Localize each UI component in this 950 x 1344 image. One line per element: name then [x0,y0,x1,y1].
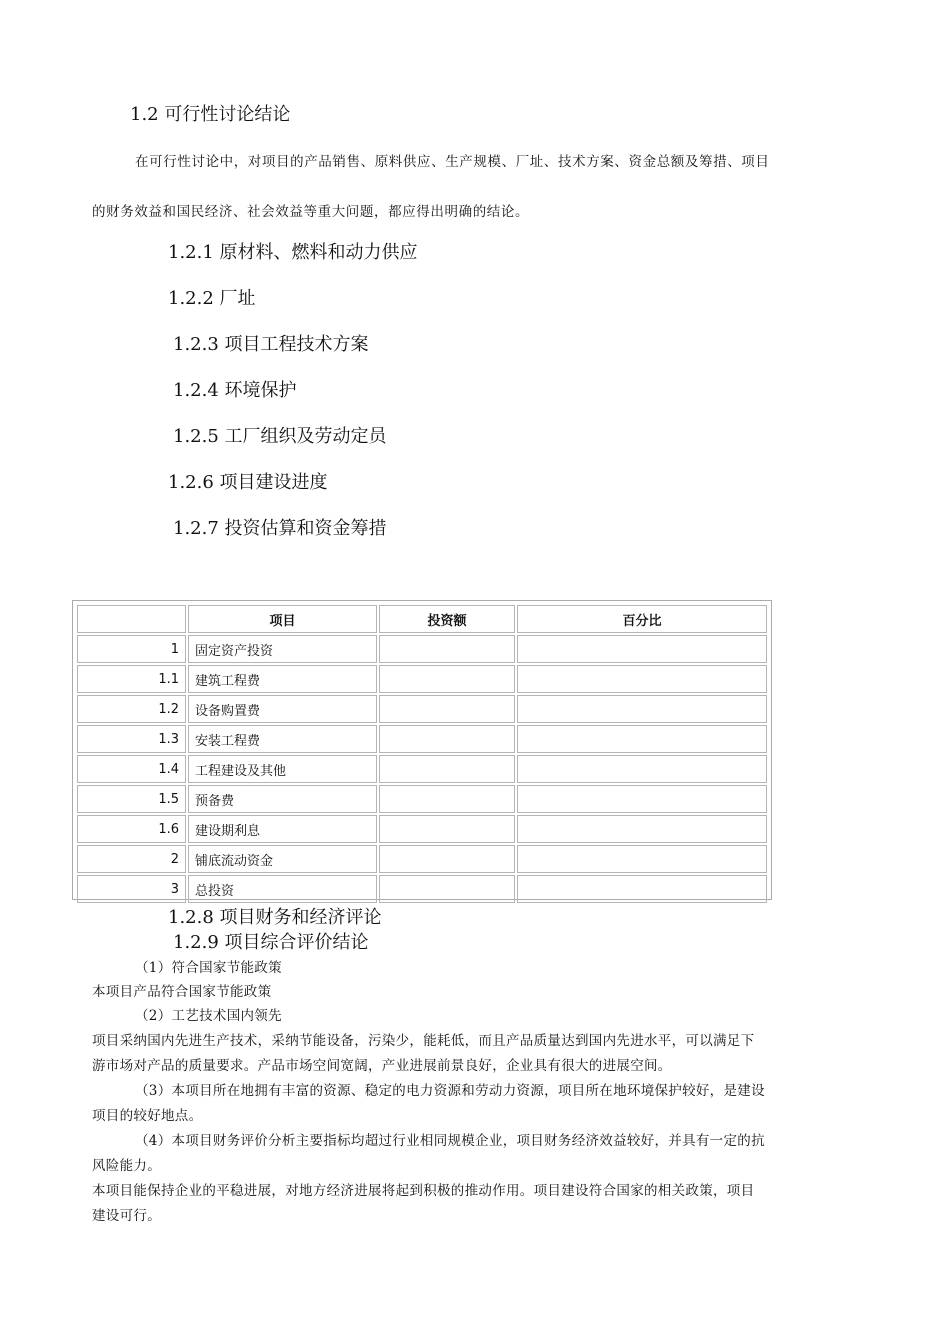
conclusion-1-text: 本项目产品符合国家节能政策 [92,984,272,1000]
row-amount [379,725,515,753]
subsection-1-2-2: 1.2.2 厂址 [168,288,256,309]
row-amount [379,755,515,783]
row-item: 总投资 [188,875,377,903]
subsection-1-2-8: 1.2.8 项目财务和经济评论 [168,907,382,928]
row-percent [517,755,767,783]
subsection-1-2-4: 1.2.4 环境保护 [173,380,297,401]
row-number: 1.6 [77,815,186,843]
table-row [77,725,767,753]
header-percent: 百分比 [517,605,767,633]
table-row [77,815,767,843]
row-amount [379,875,515,903]
header-amount: 投资额 [379,605,515,633]
row-percent [517,665,767,693]
row-number: 2 [77,845,186,873]
table-row [77,635,767,663]
table-header-row [77,605,767,633]
header-index [77,605,186,633]
subsection-1-2-1: 1.2.1 原材料、燃料和动力供应 [168,242,418,263]
conclusion-1-heading: （1）符合国家节能政策 [135,960,282,976]
row-percent [517,815,767,843]
row-amount [379,845,515,873]
final-conclusion-line-2: 建设可行。 [92,1208,161,1224]
row-number: 1 [77,635,186,663]
header-item: 项目 [188,605,377,633]
row-amount [379,695,515,723]
subsection-1-2-3: 1.2.3 项目工程技术方案 [173,334,369,355]
row-item: 工程建设及其他 [188,755,377,783]
intro-line-2: 的财务效益和国民经济、社会效益等重大问题，都应得出明确的结论。 [92,204,530,220]
subsection-1-2-7: 1.2.7 投资估算和资金筹措 [173,518,387,539]
conclusion-4-line-2: 风险能力。 [92,1158,161,1174]
row-percent [517,845,767,873]
conclusion-2-heading: （2）工艺技术国内领先 [135,1008,282,1024]
row-number: 1.5 [77,785,186,813]
row-number: 1.2 [77,695,186,723]
row-item: 安装工程费 [188,725,377,753]
row-number: 3 [77,875,186,903]
final-conclusion-line-1: 本项目能保持企业的平稳进展，对地方经济进展将起到积极的推动作用。项目建设符合国家的相关政策，项目 [92,1183,755,1199]
table-row [77,755,767,783]
row-percent [517,635,767,663]
table-row [77,845,767,873]
row-number: 1.3 [77,725,186,753]
row-percent [517,725,767,753]
investment-table [72,600,772,900]
table-row [77,665,767,693]
intro-line-1: 在可行性讨论中，对项目的产品销售、原料供应、生产规模、厂址、技术方案、资金总额及筹措、项目 [135,154,770,170]
row-amount [379,635,515,663]
subsection-1-2-6: 1.2.6 项目建设进度 [168,472,328,493]
row-percent [517,875,767,903]
row-amount [379,785,515,813]
row-item: 建筑工程费 [188,665,377,693]
row-item: 建设期利息 [188,815,377,843]
row-item: 铺底流动资金 [188,845,377,873]
row-item: 预备费 [188,785,377,813]
conclusion-2-line-2: 游市场对产品的质量要求。产品市场空间宽阔，产业进展前景良好，企业具有很大的进展空间。 [92,1058,672,1074]
table-row [77,695,767,723]
table-row [77,875,767,903]
row-amount [379,665,515,693]
row-percent [517,695,767,723]
conclusion-2-line-1: 项目采纳国内先进生产技术，采纳节能设备，污染少，能耗低，而且产品质量达到国内先进水平，可以满足下 [92,1033,755,1049]
row-amount [379,815,515,843]
row-number: 1.4 [77,755,186,783]
row-item: 设备购置费 [188,695,377,723]
section-title: 1.2 可行性讨论结论 [130,104,291,125]
conclusion-4-line-1: （4）本项目财务评价分析主要指标均超过行业相同规模企业，项目财务经济效益较好，并具有一定的抗 [135,1133,765,1149]
subsection-1-2-5: 1.2.5 工厂组织及劳动定员 [173,426,387,447]
subsection-1-2-9: 1.2.9 项目综合评价结论 [173,932,369,953]
table-row [77,785,767,813]
row-item: 固定资产投资 [188,635,377,663]
row-percent [517,785,767,813]
row-number: 1.1 [77,665,186,693]
conclusion-3-line-2: 项目的较好地点。 [92,1108,203,1124]
conclusion-3-line-1: （3）本项目所在地拥有丰富的资源、稳定的电力资源和劳动力资源，项目所在地环境保护较好，是建设 [135,1083,765,1099]
